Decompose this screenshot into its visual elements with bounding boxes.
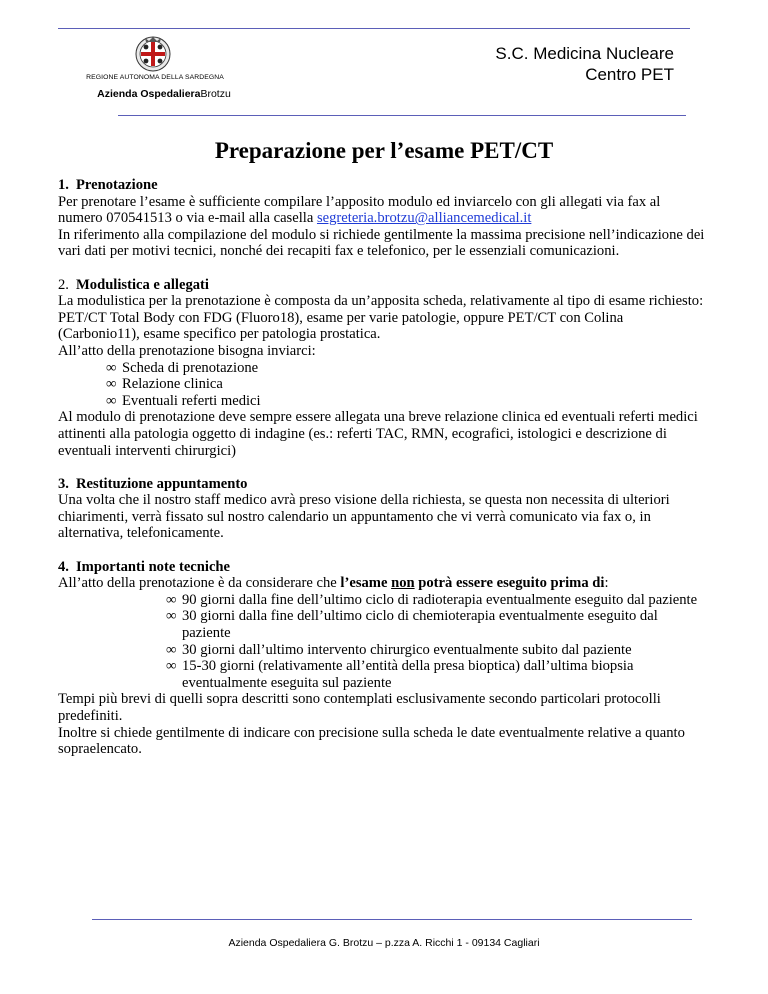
- paragraph: All’atto della prenotazione bisogna inviarci:: [58, 342, 316, 359]
- paragraph-text: All’atto della prenotazione è da considerare che: [58, 575, 341, 592]
- infinity-bullet-icon: ∞: [166, 658, 177, 675]
- section-title: Importanti note tecniche: [76, 558, 231, 575]
- emphasis-underlined: non: [391, 575, 415, 592]
- department-name: [495, 43, 674, 85]
- list-item: [106, 376, 708, 393]
- header-top-divider: [58, 28, 690, 29]
- infinity-bullet-icon: ∞: [166, 591, 177, 608]
- section-title: Restituzione appuntamento: [76, 475, 248, 492]
- section-heading: [58, 559, 708, 576]
- list-item-text: 30 giorni dall’ultimo intervento chirurgico eventualmente subito dal paziente: [182, 641, 632, 658]
- document-title: Preparazione per l’esame PET/CT: [214, 138, 554, 163]
- attachments-list: [58, 360, 708, 410]
- paragraph-text: Per prenotare l’esame è sufficiente compilare l’apposito modulo ed inviarcelo con gli allegati via fax al numero 070541513 o via e-mail alla casella: [58, 193, 661, 227]
- department-line-1: S.C. Medicina Nucleare: [495, 44, 674, 63]
- section-number: 4.: [58, 558, 69, 575]
- restrictions-list: [58, 592, 708, 692]
- section-note-tecniche: [58, 559, 708, 758]
- section-number: 3.: [58, 475, 69, 492]
- list-item-text: 15-30 giorni (relativamente all’entità della presa bioptica) dall’ultima biopsia eventualmente eseguita sul paziente: [182, 658, 634, 691]
- paragraph: La modulistica per la prenotazione è composta da un’apposita scheda, relativamente al tipo di esame richiesto: PET/CT Total Body con FDG (Fluoro18), esame per varie patologie, oppure PET/CT con Colina (Carbonio11), esame specifico per patologia prostatica.: [58, 293, 704, 343]
- hospital-name: [89, 88, 239, 100]
- section-prenotazione: [58, 177, 708, 260]
- paragraph: Tempi più brevi di quelli sopra descritti sono contemplati esclusivamente secondo particolari protocolli predefiniti.: [58, 691, 661, 724]
- infinity-bullet-icon: ∞: [166, 641, 177, 658]
- list-item: [166, 592, 708, 609]
- list-item-text: Relazione clinica: [122, 376, 223, 393]
- list-item-text: 90 giorni dalla fine dell’ultimo ciclo di radioterapia eventualmente eseguito dal paziente: [182, 591, 698, 608]
- section-heading: [58, 277, 708, 294]
- infinity-bullet-icon: ∞: [106, 359, 117, 376]
- hospital-name-light: Brotzu: [200, 88, 231, 100]
- section-heading: [58, 476, 708, 493]
- list-item-text: 30 giorni dalla fine dell’ultimo ciclo di chemioterapia eventualmente eseguito dal paziente: [182, 608, 658, 642]
- section-title: Modulistica e allegati: [76, 276, 209, 293]
- section-heading: [58, 177, 708, 194]
- section-number: 1.: [58, 177, 69, 193]
- list-item: [106, 393, 708, 410]
- list-item: [106, 360, 708, 377]
- email-link[interactable]: segreteria.brotzu@alliancemedical.it: [316, 210, 532, 227]
- list-item: [166, 658, 708, 691]
- footer-divider: [92, 919, 692, 920]
- header-bottom-divider: [118, 115, 686, 116]
- emphasis: [340, 575, 604, 591]
- document-body: [58, 177, 708, 774]
- list-item-text: Eventuali referti medici: [122, 392, 261, 409]
- list-item-text: Scheda di prenotazione: [122, 359, 259, 376]
- paragraph: Inoltre si chiede gentilmente di indicare con precisione sulla scheda le date eventualmente relative a quanto sopraelencato.: [58, 724, 685, 758]
- department-line-2: Centro PET: [585, 65, 674, 84]
- hospital-logo: [75, 33, 235, 108]
- section-title: Prenotazione: [76, 177, 158, 193]
- infinity-bullet-icon: ∞: [106, 392, 117, 409]
- paragraph: Una volta che il nostro staff medico avrà preso visione della richiesta, se questa non necessita di ulteriori chiarimenti, verrà fissato sul nostro calendario un appuntamento che vi verrà comunicato via fax o, in alternativa, telefonicamente.: [58, 492, 670, 542]
- list-item: [166, 608, 708, 641]
- region-name: REGIONE AUTONOMA DELLA SARDEGNA: [86, 74, 224, 81]
- section-restituzione: [58, 476, 708, 542]
- sardinia-coat-of-arms-icon: [135, 36, 171, 72]
- emphasis-text: l’esame: [340, 575, 392, 592]
- section-number: 2.: [58, 276, 69, 293]
- paragraph: [58, 194, 708, 227]
- list-item: [166, 642, 708, 659]
- paragraph: In riferimento alla compilazione del modulo si richiede gentilmente la massima precisione nell’indicazione dei vari dati per motivi tecnici, nonché dei recapiti fax e telefonico, per le essenziali comunicazioni.: [58, 226, 705, 260]
- paragraph: Al modulo di prenotazione deve sempre essere allegata una breve relazione clinica ed eventuali referti medici attinenti alla patologia oggetto di indagine (es.: referti TAC, RMN, ecografici, istologici e descrizione di eventuali interventi chirurgici): [58, 409, 698, 459]
- paragraph: [58, 575, 708, 592]
- infinity-bullet-icon: ∞: [106, 376, 117, 393]
- hospital-name-bold: Azienda Ospedaliera: [97, 88, 201, 100]
- section-modulistica: [58, 277, 708, 460]
- infinity-bullet-icon: ∞: [166, 608, 177, 625]
- emphasis-text: potrà essere eseguito prima di: [414, 575, 605, 592]
- paragraph-text: :: [604, 575, 609, 592]
- footer-address: Azienda Ospedaliera G. Brotzu – p.zza A. Ricchi 1 - 09134 Cagliari: [228, 937, 540, 949]
